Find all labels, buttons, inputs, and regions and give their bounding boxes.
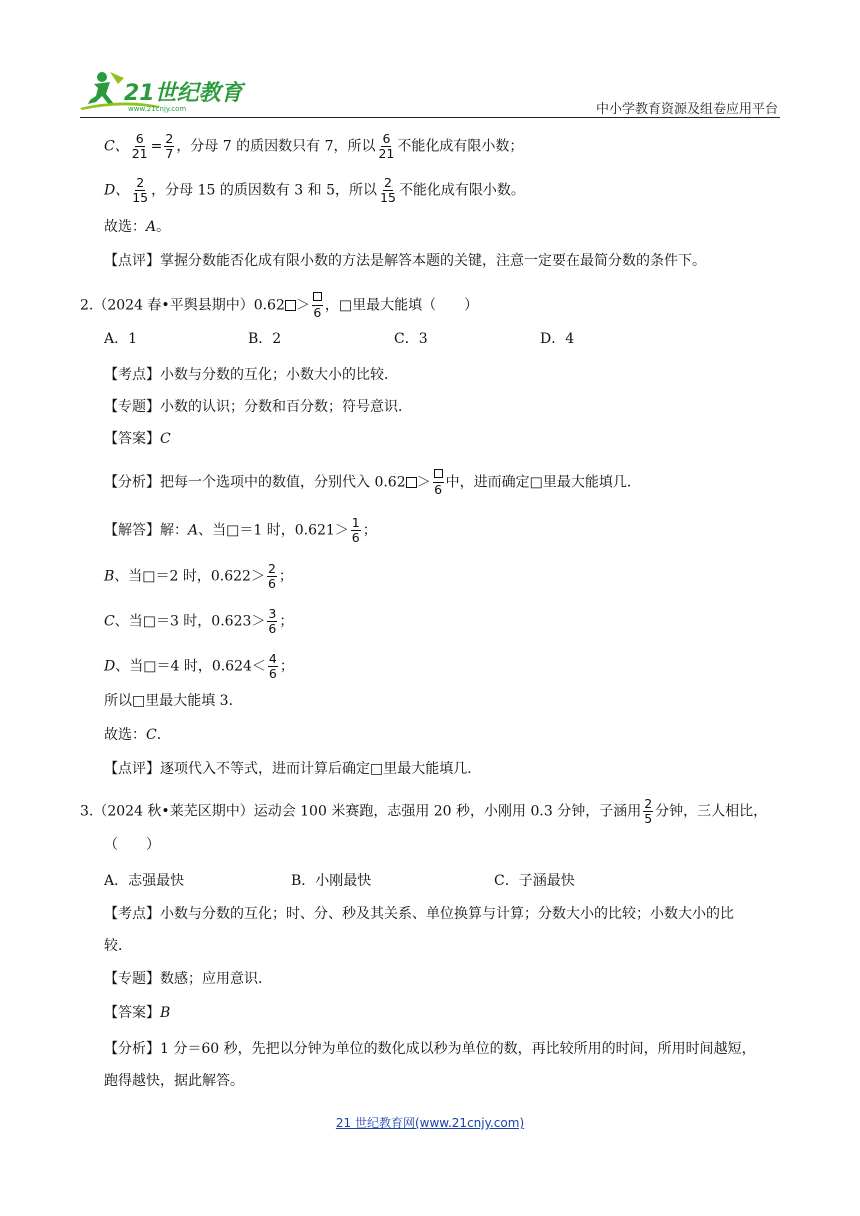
q2-choice: 故选：C． <box>104 727 171 743</box>
fraction: $\frac{1}{6}$ <box>351 515 360 545</box>
q1-comment: 【点评】掌握分数能否化成有限小数的方法是解答本题的关键，注意一定要在最简分数的条件下。 <box>104 253 706 269</box>
q2-stem: 2.（2024 春•平舆县期中）0.62 ＞ 6 ，□里最大能填（ ） <box>80 291 478 320</box>
fraction: $\frac{2}{15}$ <box>132 175 149 205</box>
q2-jieda-b: B、当□＝2 时，0.622＞ $\frac{2}{6}$ ； <box>104 561 293 591</box>
q2-conclusion: 所以□里最大能填 3． <box>104 693 243 709</box>
q3-fenxi-line1: 【分析】1 分＝60 秒，先把以分钟为单位的数化成以秒为单位的数，再比较所用的时间，所用时间越短， <box>104 1041 756 1057</box>
blank-box <box>285 300 296 311</box>
q2-comment: 【点评】逐项代入不等式，进而计算后确定□里最大能填几． <box>104 761 482 777</box>
q3-zhuanti: 【专题】数感；应用意识． <box>104 971 272 987</box>
q2-jieda-c: C、当□＝3 时，0.623＞ $\frac{3}{6}$ ； <box>104 606 294 636</box>
q2-zhuanti: 【专题】小数的认识；分数和百分数；符号意识． <box>104 399 412 415</box>
fraction: 6 <box>433 468 444 497</box>
logo-text: 21世纪教育 <box>124 81 243 106</box>
site-logo[interactable] <box>80 68 250 114</box>
q2-option-a[interactable]: A．1 <box>104 331 138 347</box>
fraction: $\frac{6}{21}$ <box>131 131 148 161</box>
fraction: $\frac{4}{6}$ <box>268 651 277 681</box>
q3-stem-paren: （ ） <box>104 837 160 853</box>
fraction: $\frac{2}{7}$ <box>165 131 174 161</box>
logo-url: www.21cnjy.com <box>128 105 187 113</box>
q3-answer: 【答案】B <box>104 1005 171 1021</box>
q2-option-b[interactable]: B．2 <box>248 331 282 347</box>
q2-answer: 【答案】C <box>104 431 171 447</box>
fraction: $\frac{2}{5}$ <box>644 796 653 826</box>
fraction: 6 <box>312 291 323 320</box>
platform-title: 中小学教育资源及组卷应用平台 <box>595 102 778 117</box>
fraction: $\frac{2}{6}$ <box>267 561 276 591</box>
blank-box <box>406 477 417 488</box>
q1-option-d-explanation: D、 $\frac{2}{15}$ ，分母 15 的质因数有 3 和 5，所以 $\frac{2}{15}$ 不能化成有限小数。 <box>104 175 525 205</box>
runner-logo-icon <box>80 68 250 114</box>
q3-option-a[interactable]: A．志强最快 <box>104 873 185 889</box>
q2-jieda-d: D、当□＝4 时，0.624＜ $\frac{4}{6}$ ； <box>104 651 294 681</box>
q1-option-c-explanation: C、 $\frac{6}{21}$ = $\frac{2}{7}$ ，分母 7 的质因数只有 7，所以 $\frac{6}{21}$ 不能化成有限小数； <box>104 131 524 161</box>
fraction: $\frac{6}{21}$ <box>378 131 395 161</box>
footer-link-container <box>0 1114 860 1131</box>
q3-fenxi-line2: 跑得越快，据此解答。 <box>104 1073 244 1089</box>
fraction: $\frac{3}{6}$ <box>268 606 277 636</box>
q1-choice: 故选：A。 <box>104 219 171 235</box>
header-divider <box>80 117 780 118</box>
footer-link[interactable]: 21 世纪教育网(www.21cnjy.com) <box>335 1116 525 1130</box>
q2-fenxi: 【分析】把每一个选项中的数值，分别代入 0.62 ＞ 6 中，进而确定□里最大能填几． <box>104 468 641 497</box>
q2-jieda-a: 【解答】解：A、当□＝1 时，0.621＞ $\frac{1}{6}$ ； <box>104 515 377 545</box>
fraction: $\frac{2}{15}$ <box>380 175 396 205</box>
q3-kaodian-line1: 【考点】小数与分数的互化；时、分、秒及其关系、单位换算与计算；分数大小的比较；小数大小的比 <box>104 906 734 922</box>
q2-kaodian: 【考点】小数与分数的互化；小数大小的比较． <box>104 367 398 383</box>
q2-option-c[interactable]: C．3 <box>394 331 428 347</box>
q3-stem: 3.（2024 秋•莱芜区期中）运动会 100 米赛跑，志强用 20 秒，小刚用 0.3 分钟，子涵用 $\frac{2}{5}$ 分钟，三人相比， <box>80 796 768 826</box>
q3-kaodian-line2: 较． <box>104 938 132 954</box>
q3-option-b[interactable]: B．小刚最快 <box>291 873 372 889</box>
q2-option-d[interactable]: D．4 <box>540 331 575 347</box>
q3-option-c[interactable]: C．子涵最快 <box>494 873 575 889</box>
